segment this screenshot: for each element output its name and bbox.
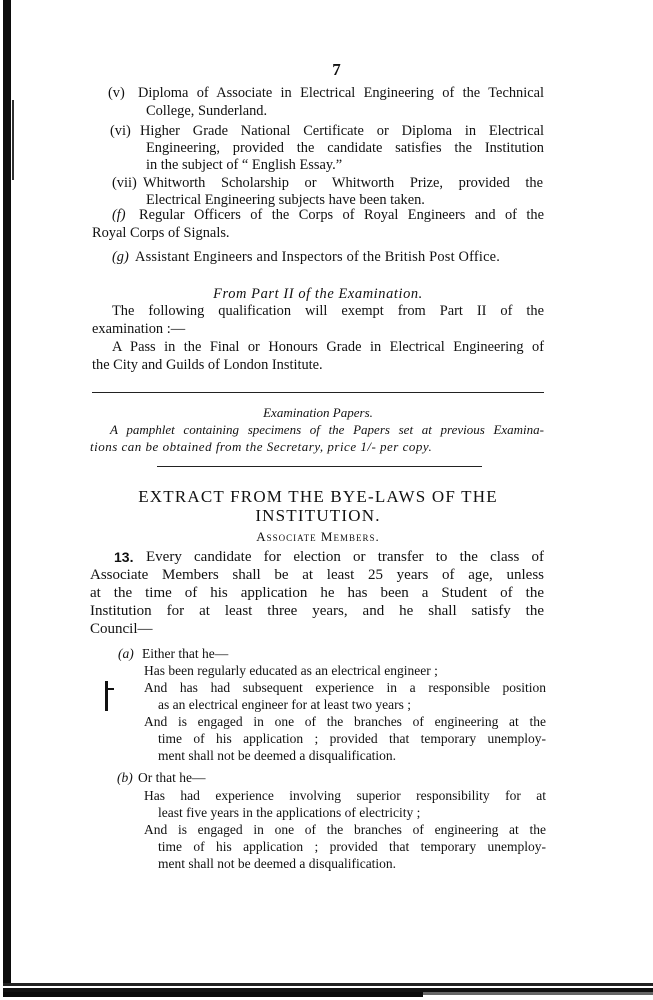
qualification-vi-line2: Engineering, provided the candidate satisfies the Institution	[146, 140, 544, 156]
qualification-vi-line1: Higher Grade National Certificate or Diploma in Electrical	[140, 123, 544, 139]
option-a-line6: ment shall not be deemed a disqualification.	[158, 748, 397, 763]
margin-bracket-mark	[105, 681, 108, 711]
option-a-lead: Either that he—	[142, 646, 229, 661]
clause-13-line5: Council—	[90, 621, 153, 637]
option-a-line5: time of his application ; provided that temporary unemploy-	[158, 731, 546, 746]
option-a-line4: And is engaged in one of the branches of engineering at the	[144, 714, 546, 729]
page-bottom-edge-shadow	[3, 992, 423, 997]
qualification-vi-marker: (vi)	[110, 123, 131, 139]
exam-papers-line2: tions can be obtained from the Secretary, price 1/- per copy.	[90, 439, 433, 454]
page-binding-shadow	[12, 100, 14, 180]
part2-intro-line2: examination :—	[92, 321, 186, 337]
exam-papers-heading: Examination Papers.	[263, 405, 373, 420]
byelaws-title-line2: INSTITUTION.	[255, 506, 381, 525]
page-number: 7	[332, 60, 341, 79]
clause-13-line4: Institution for at least three years, and he shall satisfy the	[90, 603, 544, 619]
option-b-marker: (b)	[117, 770, 133, 785]
qualification-vii-line2: Electrical Engineering subjects have been taken.	[146, 192, 425, 208]
clause-g-marker: (g)	[112, 249, 129, 265]
part2-pass-line2: the City and Guilds of London Institute.	[92, 357, 323, 373]
exam-papers-line1: A pamphlet containing specimens of the Papers set at previous Examina-	[110, 422, 544, 437]
clause-13-line3: at the time of his application he has been a Student of the	[90, 585, 544, 601]
part2-pass-line1: A Pass in the Final or Honours Grade in Electrical Engineering of	[112, 339, 544, 355]
qualification-v-marker: (v)	[108, 85, 125, 101]
option-a-line1: Has been regularly educated as an electrical engineer ;	[144, 663, 438, 678]
associate-members-subheading: Associate Members.	[256, 529, 380, 544]
qualification-vi-line3: in the subject of “ English Essay.”	[146, 157, 343, 173]
qualification-vii-line1: Whitworth Scholarship or Whitworth Prize, provided the	[143, 175, 543, 191]
qualification-v-line2: College, Sunderland.	[146, 103, 268, 119]
clause-number: 13.	[114, 549, 134, 565]
page-binding-edge	[3, 0, 11, 990]
clause-g-text: Assistant Engineers and Inspectors of the British Post Office.	[135, 249, 501, 265]
clause-13-line1: Every candidate for election or transfer to the class of	[146, 549, 544, 565]
byelaws-title-line1: EXTRACT FROM THE BYE-LAWS OF THE	[138, 487, 498, 506]
divider-bottom	[157, 466, 482, 467]
option-b-line4: time of his application ; provided that temporary unemploy-	[158, 839, 546, 854]
clause-13-line2: Associate Members shall be at least 25 years of age, unless	[90, 567, 544, 583]
option-b-line5: ment shall not be deemed a disqualification.	[158, 856, 397, 871]
option-a-line3: as an electrical engineer for at least two years ;	[158, 697, 411, 712]
qualification-v-line1: Diploma of Associate in Electrical Engineering of the Technical	[138, 85, 544, 101]
option-b-lead: Or that he—	[138, 770, 206, 785]
margin-bracket-tick	[108, 688, 114, 690]
qualification-vii-marker: (vii)	[112, 175, 137, 191]
part2-heading: From Part II of the Examination.	[213, 286, 423, 302]
clause-f-marker: (f)	[112, 207, 126, 223]
part2-intro-line1: The following qualification will exempt from Part II of the	[112, 303, 544, 319]
option-b-line2: least five years in the applications of electricity ;	[158, 805, 421, 820]
divider-top	[92, 392, 544, 393]
option-b-line3: And is engaged in one of the branches of engineering at the	[144, 822, 546, 837]
option-b-line1: Has had experience involving superior responsibility for at	[144, 788, 546, 803]
clause-f-line2: Royal Corps of Signals.	[92, 225, 230, 241]
option-a-line2: And has had subsequent experience in a responsible position	[144, 680, 546, 695]
option-a-marker: (a)	[118, 646, 134, 661]
clause-f-line1: Regular Officers of the Corps of Royal Engineers and of the	[139, 207, 544, 223]
